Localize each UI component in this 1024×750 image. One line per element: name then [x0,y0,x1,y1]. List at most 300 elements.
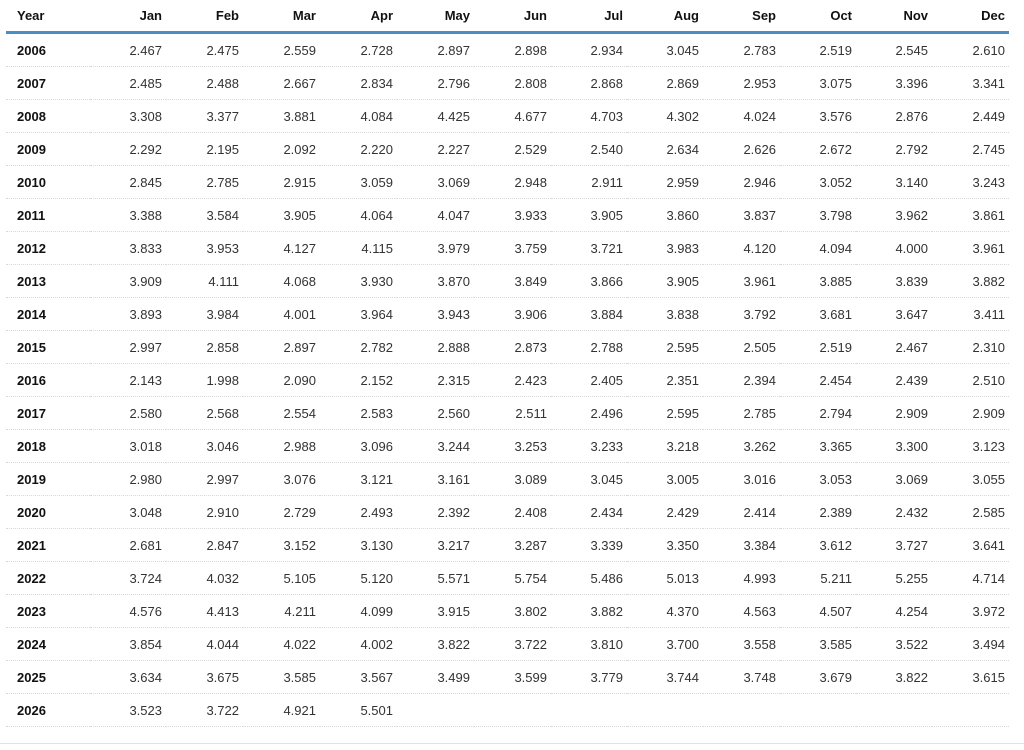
column-header-may: May [397,0,474,33]
value-cell: 2.414 [703,496,780,529]
value-cell: 2.545 [856,33,932,67]
value-cell: 2.434 [551,496,627,529]
value-cell: 3.838 [627,298,703,331]
value-cell: 2.439 [856,364,932,397]
value-cell: 4.507 [780,595,856,628]
value-cell [932,694,1009,727]
value-cell: 3.308 [90,100,166,133]
value-cell: 3.096 [320,430,397,463]
value-cell: 3.979 [397,232,474,265]
value-cell: 3.866 [551,265,627,298]
value-cell: 2.505 [703,331,780,364]
value-cell: 3.641 [932,529,1009,562]
value-cell: 4.254 [856,595,932,628]
value-cell: 4.024 [703,100,780,133]
value-cell: 3.839 [856,265,932,298]
value-cell: 4.993 [703,562,780,595]
value-cell: 2.467 [856,331,932,364]
value-cell: 4.563 [703,595,780,628]
value-cell: 2.911 [551,166,627,199]
value-cell: 2.485 [90,67,166,100]
value-cell: 2.488 [166,67,243,100]
value-cell: 2.745 [932,133,1009,166]
value-cell: 3.494 [932,628,1009,661]
year-cell: 2011 [6,199,90,232]
value-cell: 2.988 [243,430,320,463]
value-cell: 3.860 [627,199,703,232]
table-row [6,298,1009,331]
value-cell: 2.792 [856,133,932,166]
value-cell: 2.595 [627,331,703,364]
value-cell: 2.392 [397,496,474,529]
value-cell: 2.934 [551,33,627,67]
value-cell: 2.834 [320,67,397,100]
year-cell: 2019 [6,463,90,496]
value-cell: 2.888 [397,331,474,364]
year-cell: 2018 [6,430,90,463]
value-cell: 3.059 [320,166,397,199]
value-cell: 3.350 [627,529,703,562]
value-cell: 2.092 [243,133,320,166]
value-cell: 3.679 [780,661,856,694]
value-cell: 3.722 [166,694,243,727]
value-cell: 4.115 [320,232,397,265]
table-row [6,199,1009,232]
value-cell: 2.785 [703,397,780,430]
value-cell: 3.341 [932,67,1009,100]
value-cell: 5.255 [856,562,932,595]
table-row [6,265,1009,298]
value-cell: 2.143 [90,364,166,397]
value-cell: 3.722 [474,628,551,661]
value-cell: 3.287 [474,529,551,562]
value-cell: 4.047 [397,199,474,232]
value-cell: 2.519 [780,33,856,67]
value-cell: 2.728 [320,33,397,67]
value-cell: 2.220 [320,133,397,166]
value-cell: 3.052 [780,166,856,199]
column-header-jul: Jul [551,0,627,33]
year-cell: 2015 [6,331,90,364]
value-cell: 2.847 [166,529,243,562]
value-cell: 2.560 [397,397,474,430]
value-cell: 2.794 [780,397,856,430]
value-cell: 2.634 [627,133,703,166]
value-cell: 2.915 [243,166,320,199]
value-cell: 3.634 [90,661,166,694]
value-cell: 3.388 [90,199,166,232]
value-cell: 3.585 [243,661,320,694]
value-cell: 3.961 [703,265,780,298]
value-cell: 3.161 [397,463,474,496]
table-row [6,133,1009,166]
value-cell: 2.519 [780,331,856,364]
value-cell: 3.792 [703,298,780,331]
value-cell: 2.868 [551,67,627,100]
value-cell: 2.876 [856,100,932,133]
value-cell: 3.915 [397,595,474,628]
value-cell [627,694,703,727]
value-cell: 2.845 [90,166,166,199]
value-cell: 2.408 [474,496,551,529]
value-cell: 3.523 [90,694,166,727]
year-cell: 2021 [6,529,90,562]
value-cell: 3.567 [320,661,397,694]
table-row [6,331,1009,364]
value-cell: 3.217 [397,529,474,562]
value-cell [703,694,780,727]
value-cell: 3.411 [932,298,1009,331]
value-cell: 2.783 [703,33,780,67]
value-cell: 2.873 [474,331,551,364]
table-row [6,166,1009,199]
value-cell: 3.377 [166,100,243,133]
value-cell: 4.703 [551,100,627,133]
year-cell: 2007 [6,67,90,100]
value-cell: 2.467 [90,33,166,67]
value-cell: 3.885 [780,265,856,298]
year-cell: 2026 [6,694,90,727]
value-cell: 3.075 [780,67,856,100]
value-cell: 2.292 [90,133,166,166]
value-cell: 2.432 [856,496,932,529]
value-cell: 4.714 [932,562,1009,595]
value-cell: 4.002 [320,628,397,661]
value-cell: 2.152 [320,364,397,397]
value-cell: 2.227 [397,133,474,166]
value-cell: 2.909 [856,397,932,430]
value-cell: 4.084 [320,100,397,133]
value-cell: 2.667 [243,67,320,100]
table-row [6,628,1009,661]
value-cell: 3.798 [780,199,856,232]
value-cell: 3.045 [627,33,703,67]
value-cell: 2.389 [780,496,856,529]
value-cell: 3.130 [320,529,397,562]
value-cell: 2.496 [551,397,627,430]
table-row [6,232,1009,265]
value-cell: 2.953 [703,67,780,100]
value-cell: 2.090 [243,364,320,397]
table-body [6,33,1009,727]
value-cell: 3.983 [627,232,703,265]
year-cell: 2014 [6,298,90,331]
value-cell: 3.121 [320,463,397,496]
column-header-year: Year [6,0,90,33]
value-cell: 3.727 [856,529,932,562]
value-cell: 4.425 [397,100,474,133]
value-cell: 2.559 [243,33,320,67]
value-cell: 4.302 [627,100,703,133]
value-cell: 3.837 [703,199,780,232]
value-cell: 3.802 [474,595,551,628]
value-cell: 3.884 [551,298,627,331]
column-header-feb: Feb [166,0,243,33]
value-cell: 3.558 [703,628,780,661]
value-cell: 2.510 [932,364,1009,397]
value-cell: 3.076 [243,463,320,496]
value-cell: 2.897 [243,331,320,364]
value-cell: 5.105 [243,562,320,595]
column-header-mar: Mar [243,0,320,33]
value-cell: 4.120 [703,232,780,265]
value-cell: 3.984 [166,298,243,331]
value-cell: 3.881 [243,100,320,133]
value-cell: 5.211 [780,562,856,595]
value-cell: 3.759 [474,232,551,265]
value-cell: 4.099 [320,595,397,628]
value-cell: 2.897 [397,33,474,67]
value-cell: 3.499 [397,661,474,694]
value-cell: 3.930 [320,265,397,298]
value-cell: 3.089 [474,463,551,496]
value-cell: 3.833 [90,232,166,265]
year-cell: 2023 [6,595,90,628]
value-cell: 2.626 [703,133,780,166]
value-cell: 3.905 [243,199,320,232]
table-row [6,694,1009,727]
value-cell: 3.244 [397,430,474,463]
value-cell: 3.048 [90,496,166,529]
value-cell: 5.120 [320,562,397,595]
year-cell: 2016 [6,364,90,397]
value-cell: 2.946 [703,166,780,199]
value-cell: 2.672 [780,133,856,166]
value-cell: 2.315 [397,364,474,397]
table-row [6,496,1009,529]
value-cell: 4.044 [166,628,243,661]
column-header-sep: Sep [703,0,780,33]
value-cell: 2.423 [474,364,551,397]
column-header-apr: Apr [320,0,397,33]
value-cell: 3.599 [474,661,551,694]
value-cell: 3.253 [474,430,551,463]
year-cell: 2008 [6,100,90,133]
value-cell: 2.948 [474,166,551,199]
year-cell: 2022 [6,562,90,595]
value-cell: 3.961 [932,232,1009,265]
value-cell: 3.339 [551,529,627,562]
value-cell: 3.365 [780,430,856,463]
year-cell: 2010 [6,166,90,199]
value-cell: 5.013 [627,562,703,595]
value-cell: 2.195 [166,133,243,166]
table-row [6,463,1009,496]
header-row [6,0,1009,33]
bottom-divider [0,743,1024,744]
value-cell: 3.384 [703,529,780,562]
value-cell: 3.152 [243,529,320,562]
value-cell: 2.449 [932,100,1009,133]
value-cell: 3.585 [780,628,856,661]
value-cell: 2.785 [166,166,243,199]
value-cell: 4.211 [243,595,320,628]
value-cell: 2.493 [320,496,397,529]
value-cell [474,694,551,727]
column-header-oct: Oct [780,0,856,33]
value-cell: 3.972 [932,595,1009,628]
value-cell: 3.721 [551,232,627,265]
value-cell: 3.612 [780,529,856,562]
value-cell: 3.724 [90,562,166,595]
value-cell: 3.870 [397,265,474,298]
table-row [6,529,1009,562]
table-row [6,100,1009,133]
value-cell: 4.677 [474,100,551,133]
value-cell: 4.413 [166,595,243,628]
value-cell: 2.394 [703,364,780,397]
year-cell: 2020 [6,496,90,529]
column-header-jan: Jan [90,0,166,33]
value-cell: 3.055 [932,463,1009,496]
value-cell: 4.094 [780,232,856,265]
value-cell: 3.964 [320,298,397,331]
value-cell: 2.429 [627,496,703,529]
value-cell: 2.568 [166,397,243,430]
value-cell: 2.909 [932,397,1009,430]
value-cell: 3.046 [166,430,243,463]
value-cell: 3.069 [856,463,932,496]
year-cell: 2013 [6,265,90,298]
table-header [6,0,1009,33]
value-cell: 3.744 [627,661,703,694]
table-row [6,33,1009,67]
year-cell: 2024 [6,628,90,661]
value-cell: 2.529 [474,133,551,166]
value-cell: 3.069 [397,166,474,199]
value-cell: 4.022 [243,628,320,661]
value-cell: 3.810 [551,628,627,661]
value-cell: 2.583 [320,397,397,430]
value-cell: 5.754 [474,562,551,595]
value-cell: 1.998 [166,364,243,397]
value-cell: 3.882 [551,595,627,628]
value-cell: 3.522 [856,628,932,661]
value-cell: 2.997 [90,331,166,364]
value-cell: 3.016 [703,463,780,496]
value-cell: 3.615 [932,661,1009,694]
value-cell: 3.906 [474,298,551,331]
value-cell: 3.822 [856,661,932,694]
value-cell: 3.849 [474,265,551,298]
value-cell: 3.005 [627,463,703,496]
value-cell: 2.540 [551,133,627,166]
value-cell: 2.796 [397,67,474,100]
value-cell: 2.554 [243,397,320,430]
value-cell: 3.943 [397,298,474,331]
value-cell: 2.898 [474,33,551,67]
value-cell: 3.905 [627,265,703,298]
year-cell: 2017 [6,397,90,430]
value-cell: 3.140 [856,166,932,199]
price-table [6,0,1009,727]
column-header-nov: Nov [856,0,932,33]
value-cell: 3.854 [90,628,166,661]
value-cell: 4.370 [627,595,703,628]
value-cell: 3.576 [780,100,856,133]
table-row [6,595,1009,628]
value-cell: 2.475 [166,33,243,67]
value-cell: 4.576 [90,595,166,628]
value-cell: 2.959 [627,166,703,199]
value-cell: 2.997 [166,463,243,496]
value-cell: 3.045 [551,463,627,496]
value-cell: 3.243 [932,166,1009,199]
value-cell: 4.032 [166,562,243,595]
value-cell: 2.788 [551,331,627,364]
value-cell: 2.351 [627,364,703,397]
column-header-dec: Dec [932,0,1009,33]
value-cell: 3.779 [551,661,627,694]
table-row [6,430,1009,463]
value-cell: 2.595 [627,397,703,430]
value-cell: 5.571 [397,562,474,595]
value-cell: 2.585 [932,496,1009,529]
value-cell: 3.953 [166,232,243,265]
value-cell: 3.053 [780,463,856,496]
value-cell: 4.111 [166,265,243,298]
value-cell [551,694,627,727]
table-row [6,562,1009,595]
value-cell: 3.909 [90,265,166,298]
value-cell: 2.681 [90,529,166,562]
value-cell [856,694,932,727]
value-cell: 3.300 [856,430,932,463]
value-cell: 3.233 [551,430,627,463]
value-cell: 3.123 [932,430,1009,463]
value-cell: 3.893 [90,298,166,331]
value-cell: 2.910 [166,496,243,529]
table-row [6,67,1009,100]
value-cell: 2.310 [932,331,1009,364]
table-row [6,397,1009,430]
value-cell: 2.580 [90,397,166,430]
value-cell: 3.700 [627,628,703,661]
year-cell: 2006 [6,33,90,67]
year-cell: 2012 [6,232,90,265]
value-cell: 4.064 [320,199,397,232]
value-cell [780,694,856,727]
column-header-jun: Jun [474,0,551,33]
value-cell: 4.127 [243,232,320,265]
value-cell: 4.921 [243,694,320,727]
value-cell: 4.000 [856,232,932,265]
value-cell: 4.001 [243,298,320,331]
year-cell: 2025 [6,661,90,694]
column-header-aug: Aug [627,0,703,33]
value-cell: 3.822 [397,628,474,661]
value-cell: 3.262 [703,430,780,463]
value-cell: 3.681 [780,298,856,331]
value-cell: 3.396 [856,67,932,100]
value-cell: 5.501 [320,694,397,727]
value-cell: 3.647 [856,298,932,331]
value-cell: 3.584 [166,199,243,232]
value-cell: 5.486 [551,562,627,595]
value-cell: 3.905 [551,199,627,232]
value-cell: 2.782 [320,331,397,364]
value-cell: 2.980 [90,463,166,496]
value-cell: 2.454 [780,364,856,397]
value-cell: 3.675 [166,661,243,694]
value-cell: 2.511 [474,397,551,430]
value-cell [397,694,474,727]
value-cell: 2.405 [551,364,627,397]
value-cell: 3.861 [932,199,1009,232]
value-cell: 3.882 [932,265,1009,298]
value-cell: 2.858 [166,331,243,364]
table-row [6,364,1009,397]
